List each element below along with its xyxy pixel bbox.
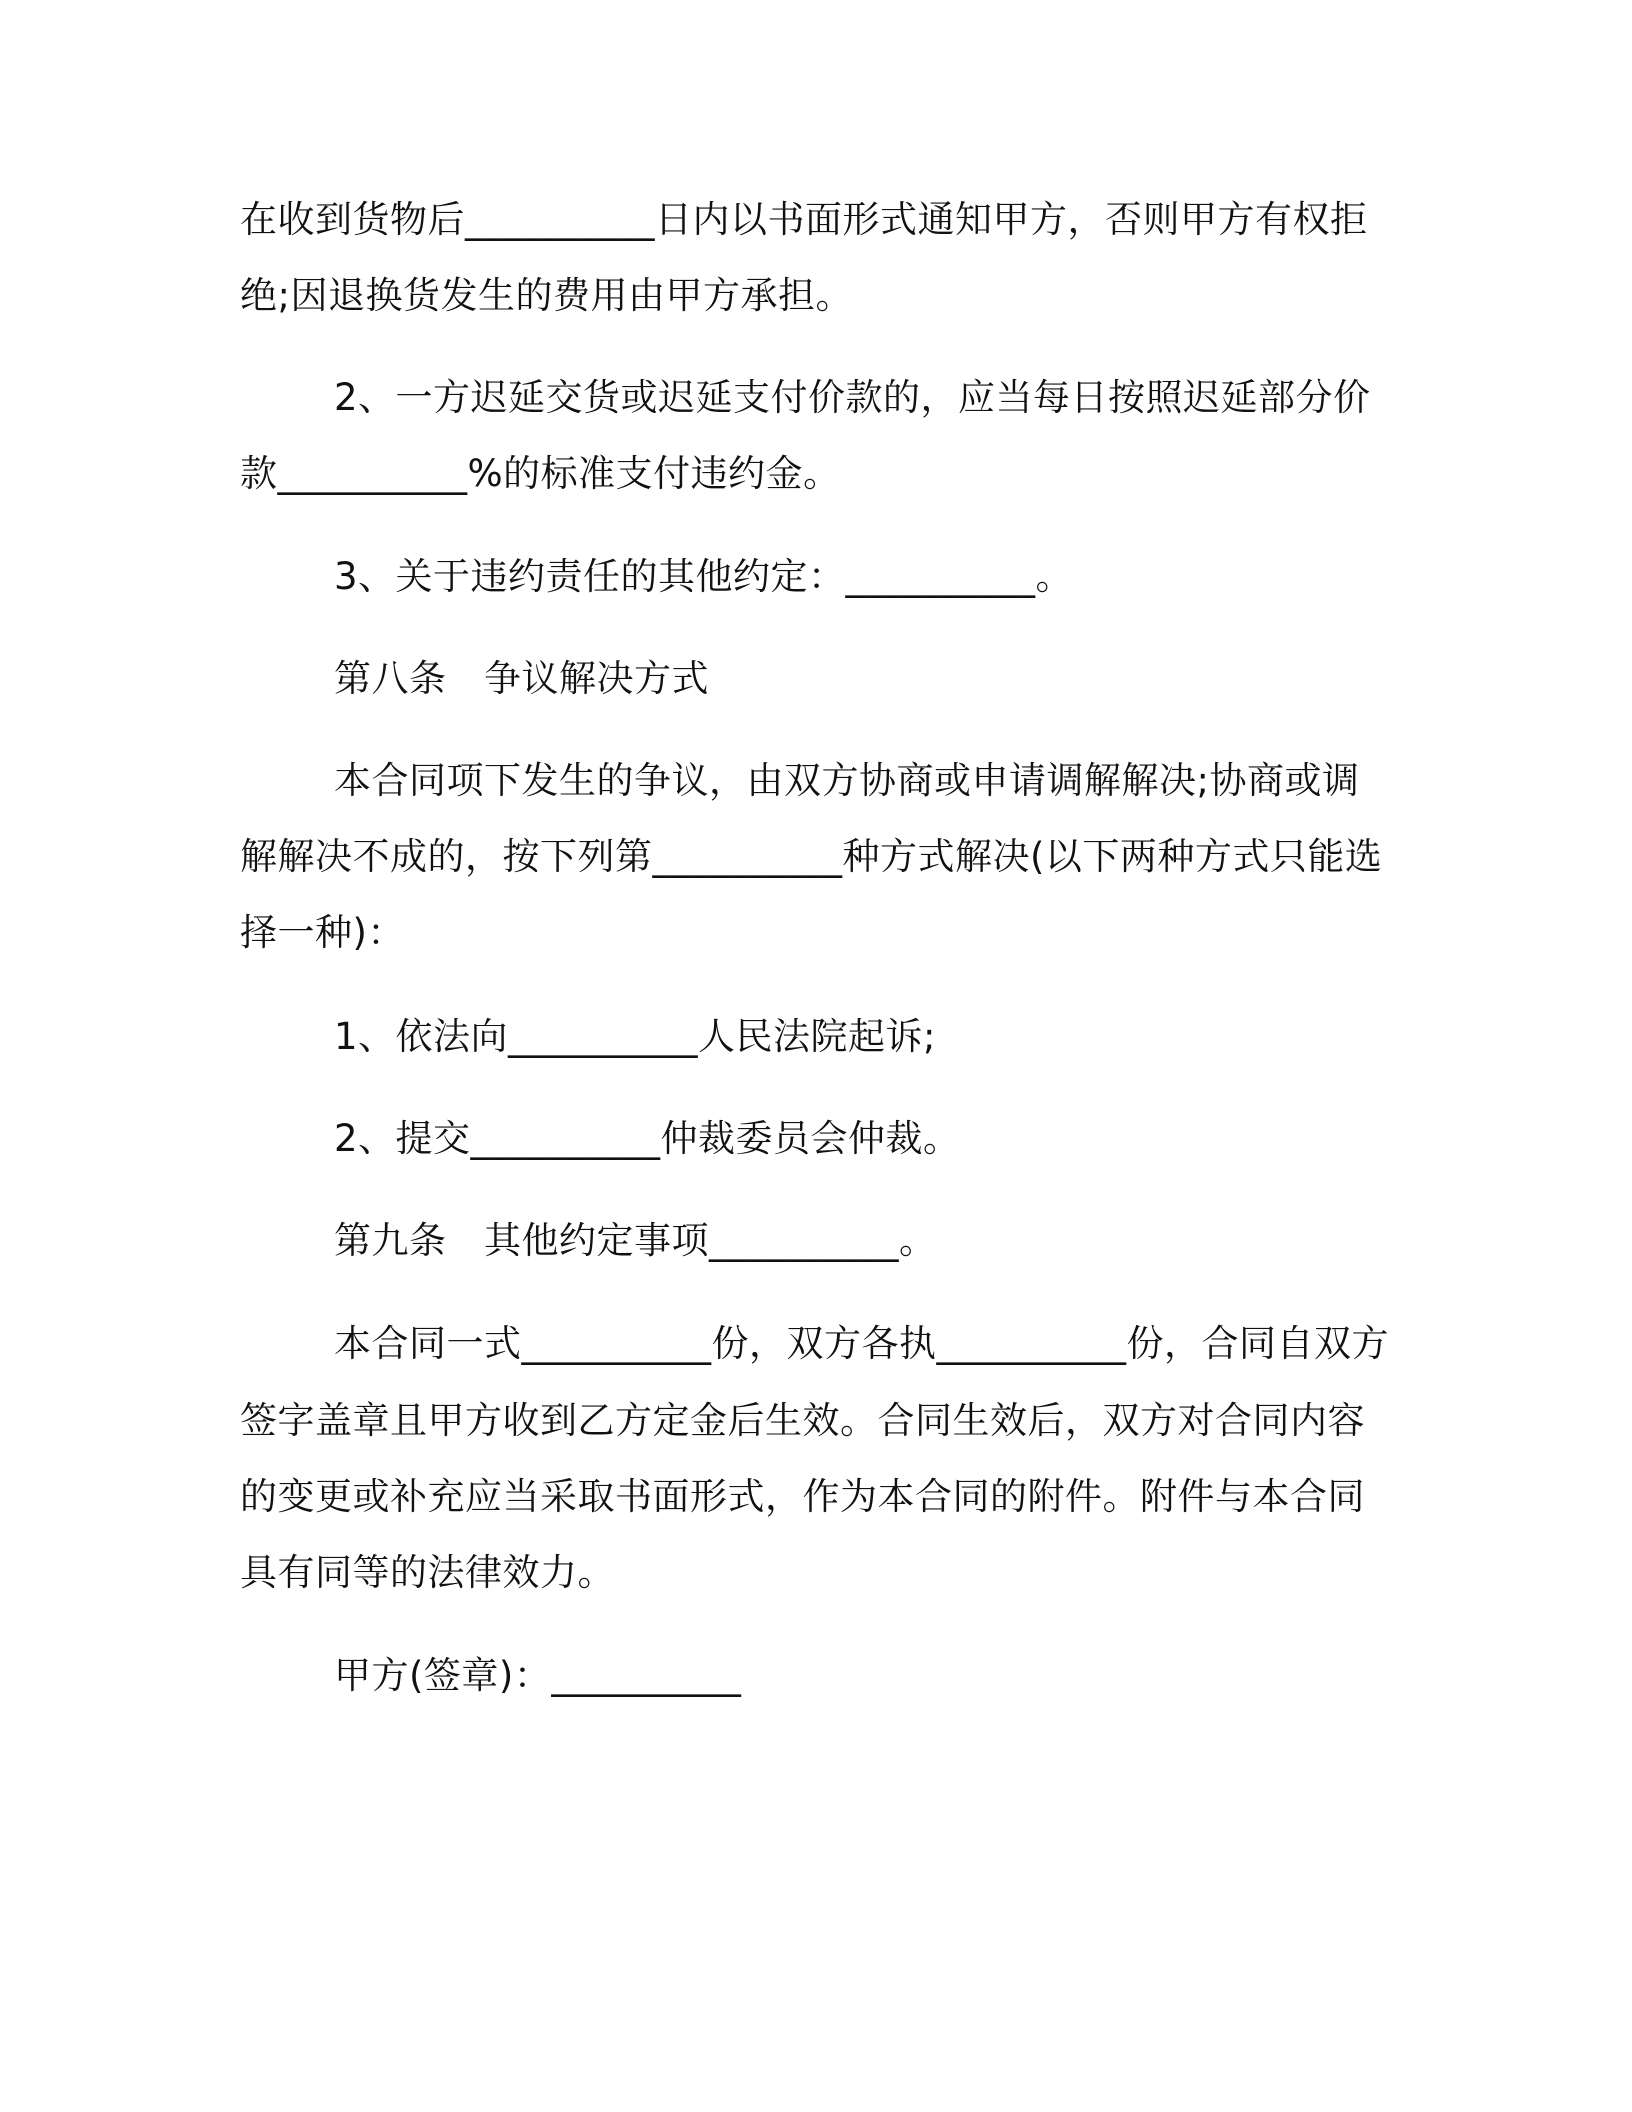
text-line: 在收到货物后__________日内以书面形式通知甲方，否则甲方有权拒 [240, 198, 1368, 241]
text-line: 具有同等的法律效力。 [240, 1551, 615, 1594]
text-line: 择一种)： [240, 911, 405, 954]
text-line: 解解决不成的，按下列第__________种方式解决(以下两种方式只能选 [240, 835, 1383, 878]
text-line: 2、一方迟延交货或迟延支付价款的，应当每日按照迟延部分价 [334, 376, 1371, 419]
text-line: 的变更或补充应当采取书面形式，作为本合同的附件。附件与本合同 [240, 1475, 1365, 1518]
text-line: 3、关于违约责任的其他约定：__________。 [334, 555, 1074, 598]
text-line: 签字盖章且甲方收到乙方定金后生效。合同生效后，双方对合同内容 [240, 1399, 1365, 1442]
text-line: 2、提交__________仲裁委员会仲裁。 [334, 1117, 961, 1160]
signature-line: 甲方(签章)：__________ [334, 1654, 742, 1697]
section-heading: 第八条 争议解决方式 [334, 657, 709, 700]
text-line: 1、依法向__________人民法院起诉; [334, 1015, 937, 1058]
section-heading: 第九条 其他约定事项__________。 [334, 1219, 937, 1262]
text-line: 绝;因退换货发生的费用由甲方承担。 [240, 274, 853, 317]
text-line: 本合同项下发生的争议，由双方协商或申请调解解决;协商或调 [334, 759, 1360, 802]
text-line: 本合同一式__________份，双方各执__________份，合同自双方 [334, 1322, 1389, 1365]
text-line: 款__________%的标准支付违约金。 [240, 452, 841, 495]
